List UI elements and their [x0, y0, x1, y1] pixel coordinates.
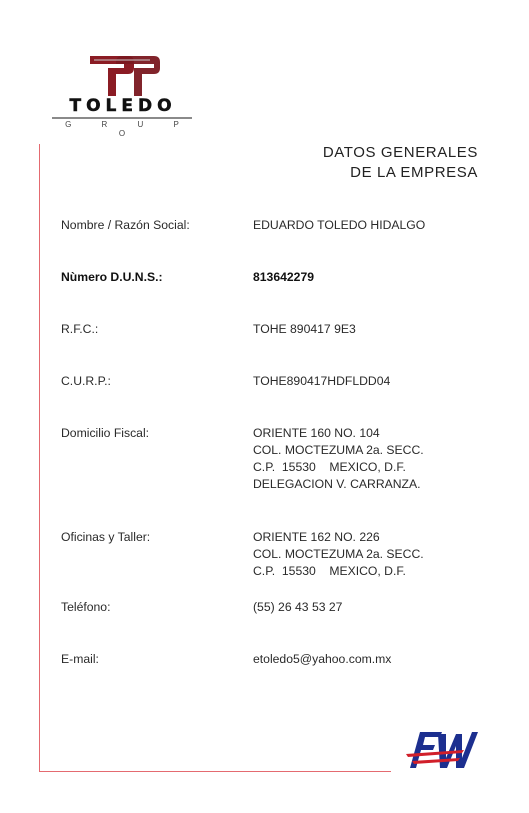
field-value — [253, 425, 424, 493]
toledo-logo — [50, 50, 200, 138]
field-value: (55) 26 43 53 27 — [253, 600, 343, 614]
bottom-rule — [39, 771, 391, 772]
address-line: C.P. 15530 MEXICO, D.F. — [253, 564, 406, 578]
fw-logo-icon — [402, 728, 478, 774]
logo-divider — [52, 117, 192, 119]
field-label: C.U.R.P.: — [61, 374, 111, 388]
address-line: COL. MOCTEZUMA 2a. SECC. — [253, 547, 424, 561]
field-value: TOHE 890417 9E3 — [253, 322, 356, 336]
toledo-monogram-icon — [50, 50, 200, 98]
title-line-1: DATOS GENERALES — [322, 144, 478, 161]
field-label: Nombre / Razón Social: — [61, 218, 190, 232]
left-rule — [39, 144, 40, 772]
field-label: E-mail: — [61, 652, 99, 666]
address-line: DELEGACION V. CARRANZA. — [253, 477, 421, 491]
field-label: R.F.C.: — [61, 322, 99, 336]
address-line: ORIENTE 160 NO. 104 — [253, 426, 380, 440]
address-line: ORIENTE 162 NO. 226 — [253, 530, 380, 544]
address-line: COL. MOCTEZUMA 2a. SECC. — [253, 443, 424, 457]
address-line: C.P. 15530 MEXICO, D.F. — [253, 460, 406, 474]
logo-tagline: G R U P O — [65, 120, 193, 138]
field-value — [253, 529, 424, 580]
field-value: EDUARDO TOLEDO HIDALGO — [253, 218, 426, 232]
logo-wordmark: TOLEDO — [69, 96, 177, 116]
field-value: TOHE890417HDFLDD04 — [253, 374, 391, 388]
page-title — [323, 143, 478, 183]
field-label: Oficinas y Taller: — [61, 530, 151, 544]
field-value: etoledo5@yahoo.com.mx — [253, 652, 392, 666]
field-value: 813642279 — [253, 270, 315, 284]
field-label: Nùmero D.U.N.S.: — [61, 270, 163, 284]
field-label: Teléfono: — [61, 600, 111, 614]
field-label: Domicilio Fiscal: — [61, 426, 150, 440]
title-line-2: DE LA EMPRESA — [350, 164, 478, 181]
